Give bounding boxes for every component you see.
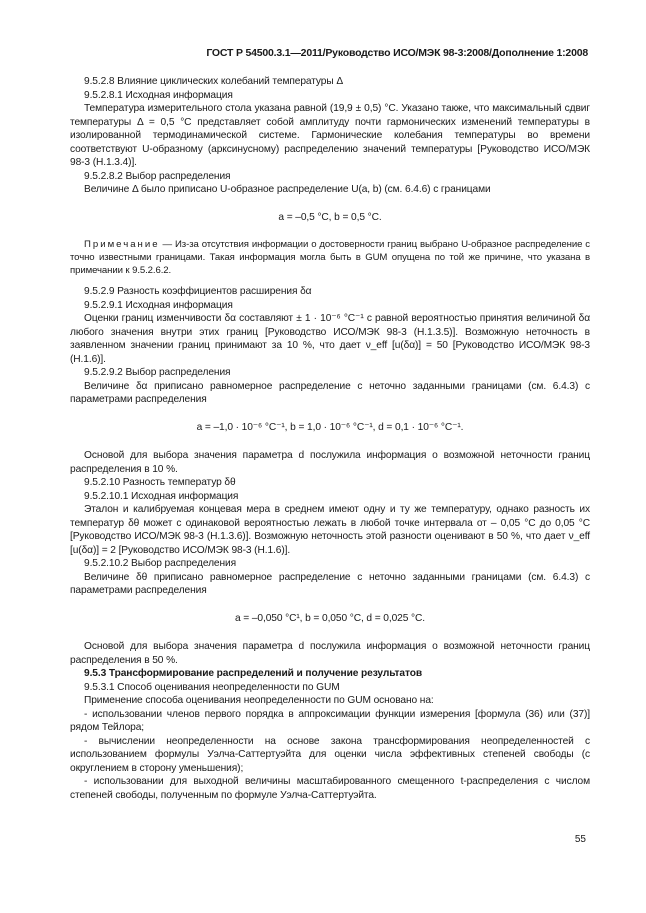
subsection-heading: 9.5.2.8.2 Выбор распределения (84, 170, 231, 182)
body-paragraph: Величине δθ приписано равномерное распределение с неточно заданными границами (см. 6.4.3) с параметрами распределения (70, 571, 590, 597)
note (70, 239, 590, 277)
body-paragraph: Основой для выбора значения параметра d послужила информация о возможной неточности границ распределения в 50 %. (70, 641, 590, 666)
body-paragraph: Эталон и калибруемая концевая мера в среднем имеют одну и ту же температуру, однако разность их температур δθ может с одинаковой вероятностью лежать в любой точке интервала от – 0,05 °C до 0,05 °C [Руководство ИСО/МЭК 98-3 (H.1.3.6)]. Возможную неточность этой разности оценивают в 50 %, что дает ν_eff [u(δα)] = 2 [Руководство ИСО/МЭК 98-3 (H.1.6)]. (70, 504, 590, 556)
list-item: - вычислении неопределенности на основе закона трансформирования неопределенностей с использованием формулы Уэлча-Саттертуэйта для оценки числа эффективных степеней свободы (с округлением в сторону уменьшения); (70, 735, 590, 774)
subsection-heading: 9.5.3.1 Способ оценивания неопределенности по GUM (84, 681, 340, 693)
note-text: — Из-за отсутствия информации о достоверности границ выбрано U-образное распределение с точно известными границами. Такая информация могла быть в GUM опущена по той же причине, что указана в примечании к 9.5.2.6.2. (70, 239, 590, 276)
subsection-heading: 9.5.2.10.1 Исходная информация (84, 490, 239, 502)
note-label: Примечание (84, 239, 160, 250)
subsection-heading: 9.5.2.8.1 Исходная информация (84, 89, 233, 101)
body-paragraph: Оценки границ изменчивости δα составляют ± 1 · 10⁻⁶ °C⁻¹ с равной вероятностью принятия величиной δα любого значения внутри этих границ [Руководство ИСО/МЭК 98-3 (H.1.3.5)]. Возможную неточность в заявленном значении границ принимают за 10 %, что дает ν_eff [u(δα)] = 50 [Руководство ИСО/МЭК 98-3 (H.1.6)]. (70, 313, 590, 365)
page-number: 55 (574, 834, 586, 845)
subsection-heading: 9.5.2.9.2 Выбор распределения (84, 367, 231, 379)
list-item: - использовании для выходной величины масштабированного смещенного t-распределения с числом степеней свободы, полученным по формуле Уэлча-Саттертуэйта. (70, 776, 590, 801)
subsection-heading: 9.5.2.9.1 Исходная информация (84, 299, 233, 311)
list-item: - использовании членов первого порядка в аппроксимации функции измерения [формула (36) или (37)] рядом Тейлора; (70, 708, 590, 734)
formula: a = –0,050 °C¹, b = 0,050 °C, d = 0,025 °C. (234, 612, 425, 624)
body-paragraph: Температура измерительного стола указана равной (19,9 ± 0,5) °C. Указано также, что максимальный сдвиг температуры Δ = 0,5 °C представляет собой амплитуду почти гармонических изменений температуры в изолированной термодинамической системе. Гармонические колебания температуры во времени соответствуют U-образному (арксинусному) распределению значений температуры [Руководство ИСО/МЭК 98-3 (H.1.3.4)]. (70, 103, 590, 168)
formula: a = –0,5 °C, b = 0,5 °C. (278, 211, 382, 223)
body-paragraph: Величине δα приписано равномерное распределение с неточно заданными границами (см. 6.4.3) с параметрами распределения (70, 380, 590, 406)
formula: a = –1,0 · 10⁻⁶ °C⁻¹, b = 1,0 · 10⁻⁶ °C⁻¹, d = 0,1 · 10⁻⁶ °C⁻¹. (196, 421, 464, 433)
section-heading-9-5-2-9: 9.5.2.9 Разность коэффициентов расширения δα (84, 286, 312, 298)
section-heading-9-5-2-8: 9.5.2.8 Влияние циклических колебаний температуры Δ (84, 76, 344, 87)
page-body (70, 75, 590, 802)
section-heading-9-5-2-10: 9.5.2.10 Разность температур δθ (84, 477, 236, 489)
body-paragraph: Основой для выбора значения параметра d послужила информация о возможной неточности границ распределения в 10 %. (70, 450, 590, 475)
body-paragraph: Применение способа оценивания неопределенности по GUM основано на: (84, 695, 434, 707)
body-paragraph: Величине Δ было приписано U-образное распределение U(a, b) (см. 6.4.6) с границами (84, 184, 491, 195)
section-heading-9-5-3: 9.5.3 Трансформирование распределений и получение результатов (84, 668, 422, 680)
subsection-heading: 9.5.2.10.2 Выбор распределения (84, 558, 237, 570)
page-header: ГОСТ Р 54500.3.1—2011/Руководство ИСО/МЭК 98-3:2008/Дополнение 1:2008 (206, 47, 588, 59)
